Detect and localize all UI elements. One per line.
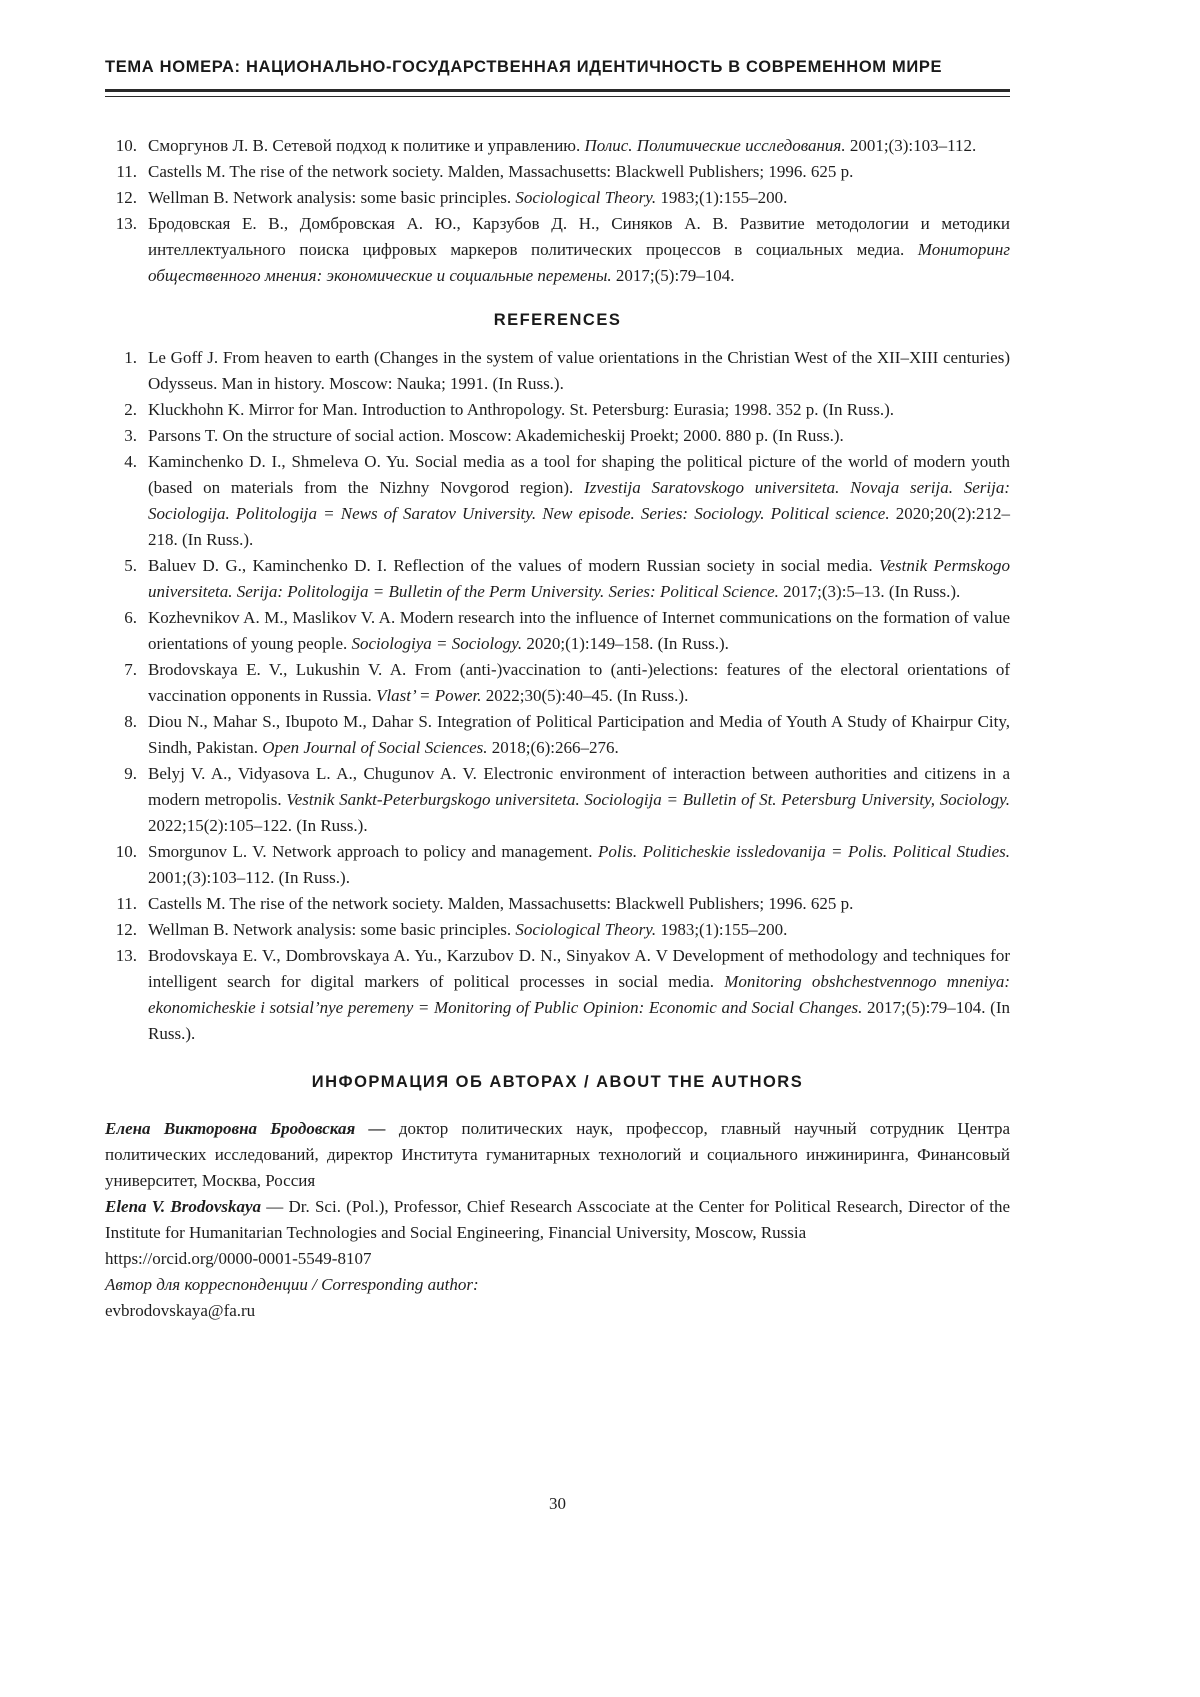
author-email[interactable] [105,1298,1010,1324]
reference-item [105,839,1010,891]
text-segment: Castells M. The rise of the network society. Malden, Massachusetts: Blackwell Publishers; 1996. 625 p. [148,894,854,913]
text-segment: 2017;(5):79–104. [611,266,735,285]
reference-number: 10. [115,842,137,861]
reference-text [148,553,1010,605]
header-rule [105,89,1010,97]
reference-number: 6. [124,608,137,627]
reference-number: 11. [116,162,137,181]
text-segment: Wellman B. Network analysis: some basic principles. [148,920,516,939]
text-segment: Parsons T. On the structure of social action. Moscow: Akademicheskij Proekt; 2000. 880 p. (In Russ.). [148,426,844,445]
text-segment: Kluckhohn K. Mirror for Man. Introduction to Anthropology. St. Petersburg: Eurasia; 1998. 352 p. (In Russ.). [148,400,895,419]
reference-item [105,943,1010,1047]
reference-number: 9. [124,764,137,783]
reference-item [105,345,1010,397]
reference-item [105,657,1010,709]
reference-text [148,891,1010,917]
reference-number: 13. [115,214,137,233]
references-heading: REFERENCES [493,311,622,329]
text-segment: Vestnik Permskogo universiteta. Serija: Politologija = Bulletin of the Perm University. Series: Political Science. [148,556,1010,601]
text-segment: Le Goff J. From heaven to earth (Changes in the system of value orientations in the Christian West of the XII–XIII centuries) Odysseus. Man in history. Moscow: Nauka; 1991. (In Russ.). [148,348,1010,393]
reference-number: 4. [124,452,137,471]
text-segment: Brodovskaya E. V., Lukushin V. A. From (anti-)vaccination to (anti-)elections: features of the electoral orientations of vaccination opponents in Russia. [148,660,1010,705]
references-list [105,345,1010,1047]
reference-text [148,839,1010,891]
reference-item [105,917,1010,943]
text-segment: 2001;(3):103–112. (In Russ.). [148,868,350,887]
text-segment: Автор для корреспонденции / Corresponding author: [105,1275,479,1294]
text-segment: Vestnik Sankt-Peterburgskogo universiteta. Sociologija = Bulletin of St. Petersburg University, Sociology. [286,790,1010,809]
text-segment: Polis. Politicheskie issledovanija = Polis. Political Studies. [597,842,1010,861]
text-segment: Open Journal of Social Sciences. [262,738,488,757]
text-segment: — Dr. Sci. (Pol.), Professor, Chief Research Asscociate at the Center for Political Research, Director of the Institute for Humanitarian Technologies and Social Engineering, Financial University, Moscow, Russia [105,1197,1010,1242]
corresponding-author-label [105,1272,1010,1298]
text-segment: Castells M. The rise of the network society. Malden, Massachusetts: Blackwell Publishers; 1996. 625 p. [148,162,854,181]
text-segment: Izvestija Saratovskogo universiteta. Novaja serija. Serija: Sociologija. Politologija = News of Saratov University. New episode. Series: Sociology. Political science. [148,478,1010,523]
reference-text [148,605,1010,657]
reference-text [148,657,1010,709]
text-segment: доктор политических наук, профессор, главный научный сотрудник Центра политических исследований, директор Института гуманитарных технологий и социального инжиниринга, Финансовый университет, Москва, Россия [105,1119,1010,1190]
text-segment: Бродовская Е. В., Домбровская А. Ю., Карзубов Д. Н., Синяков А. В. Развитие методологии и методики интеллектуального поиска цифровых маркеров политических процессов в социальных медиа. [148,214,1010,259]
text-segment: 2020;20(2):212–218. (In Russ.). [148,504,1010,549]
reference-number: 1. [124,348,137,367]
authors-info-block [105,1116,1010,1324]
reference-item [105,211,1010,289]
reference-item [105,449,1010,553]
text-segment: Sociological Theory. [515,920,657,939]
reference-item [105,423,1010,449]
page-footer [105,1494,1010,1514]
reference-number: 3. [124,426,137,445]
text-segment: https://orcid.org/0000-0001-5549-8107 [105,1249,372,1268]
reference-text [148,761,1010,839]
text-segment: 1983;(1):155–200. [656,188,788,207]
text-segment: Елена Викторовна Бродовская — [105,1119,386,1138]
text-segment: Sociologiya = Sociology. [351,634,523,653]
text-segment: 2001;(3):103–112. [845,136,977,155]
reference-item [105,133,1010,159]
reference-item [105,891,1010,917]
reference-text [148,943,1010,1047]
text-segment: Diou N., Mahar S., Ibupoto M., Dahar S. Integration of Political Participation and Media of Youth A Study of Khairpur City, Sindh, Pakistan. [148,712,1010,757]
reference-number: 11. [116,894,137,913]
reference-text [148,185,1010,211]
text-segment: Brodovskaya E. V., Dombrovskaya A. Yu., Karzubov D. N., Sinyakov A. V Development of methodology and techniques for intelligent search for digital markers of political processes in social media. [148,946,1010,991]
text-segment: Сморгунов Л. В. Сетевой подход к политике и управлению. [148,136,585,155]
text-segment: Sociological Theory. [515,188,657,207]
text-segment: Kaminchenko D. I., Shmeleva O. Yu. Social media as a tool for shaping the political picture of the world of modern youth (based on materials from the Nizhny Novgorod region). [148,452,1010,497]
page-number: 30 [549,1494,566,1513]
reference-text [148,397,1010,423]
reference-item [105,553,1010,605]
reference-text [148,449,1010,553]
reference-text [148,133,1010,159]
author-name-en-paragraph [105,1194,1010,1246]
running-head-title: ТЕМА НОМЕРА: НАЦИОНАЛЬНО-ГОСУДАРСТВЕННАЯ ИДЕНТИЧНОСТЬ В СОВРЕМЕННОМ МИРЕ [105,58,943,76]
reference-text [148,917,1010,943]
text-segment: Wellman B. Network analysis: some basic principles. [148,188,516,207]
reference-item [105,605,1010,657]
text-segment: Elena V. Brodovskaya [105,1197,262,1216]
reference-text [148,211,1010,289]
authors-heading: ИНФОРМАЦИЯ ОБ АВТОРАХ / ABOUT THE AUTHORS [311,1073,804,1091]
text-segment: Мониторинг общественного мнения: экономические и социальные перемены. [148,240,1010,285]
reference-number: 8. [124,712,137,731]
literature-list-continued [105,133,1010,289]
text-segment: 2022;15(2):105–122. (In Russ.). [148,816,368,835]
text-segment: 2022;30(5):40–45. (In Russ.). [481,686,689,705]
reference-number: 12. [115,920,137,939]
running-head [105,58,1010,97]
reference-item [105,761,1010,839]
reference-number: 7. [124,660,137,679]
text-segment: 1983;(1):155–200. [656,920,788,939]
text-segment: Belyj V. A., Vidyasova L. A., Chugunov A. V. Electronic environment of interaction between authorities and citizens in a modern metropolis. [148,764,1010,809]
reference-text [148,423,1010,449]
reference-item [105,397,1010,423]
text-segment: 2017;(3):5–13. (In Russ.). [778,582,961,601]
reference-item [105,185,1010,211]
text-segment: Полис. Политические исследования. [584,136,846,155]
reference-text [148,159,1010,185]
text-segment: Vlast’ = Power. [376,686,482,705]
reference-item [105,159,1010,185]
text-segment: 2018;(6):266–276. [487,738,619,757]
reference-number: 12. [115,188,137,207]
text-segment: Monitoring obshchestvennogo mneniya: ekonomicheskie i sotsial’nye peremeny = Monitoring of Public Opinion: Economic and Social Changes. [148,972,1011,1017]
text-segment: Smorgunov L. V. Network approach to policy and management. [148,842,598,861]
orcid-link[interactable] [105,1246,1010,1272]
text-segment: Kozhevnikov A. M., Maslikov V. A. Modern research into the influence of Internet communications on the formation of value orientations of young people. [148,608,1010,653]
reference-number: 10. [115,136,137,155]
reference-text [148,709,1010,761]
text-segment: 2020;(1):149–158. (In Russ.). [522,634,729,653]
reference-number: 5. [124,556,137,575]
reference-item [105,709,1010,761]
author-name-ru-paragraph [105,1116,1010,1194]
reference-number: 13. [115,946,137,965]
text-segment: Baluev D. G., Kaminchenko D. I. Reflection of the values of modern Russian society in social media. [148,556,880,575]
reference-number: 2. [124,400,137,419]
page-content [105,58,1010,1324]
reference-text [148,345,1010,397]
text-segment: 2017;(5):79–104. (In Russ.). [148,998,1010,1043]
text-segment: evbrodovskaya@fa.ru [105,1301,256,1320]
